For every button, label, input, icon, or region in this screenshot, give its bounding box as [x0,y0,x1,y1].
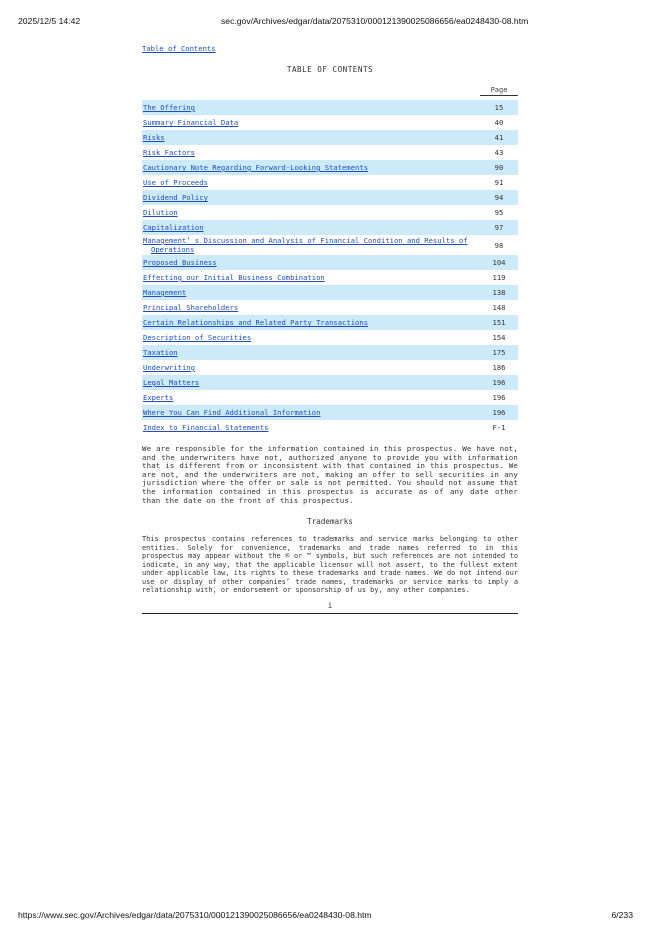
toc-page-number: 196 [480,405,518,420]
toc-page-number: 90 [480,160,518,175]
toc-entry-link[interactable]: Summary Financial Data [143,118,239,127]
toc-page-number: 138 [480,285,518,300]
toc-title-cell [142,345,480,360]
toc-page-number: 15 [480,100,518,115]
toc-row [142,255,518,270]
toc-entry-link[interactable]: Description of Securities [143,333,252,342]
toc-page-number: 148 [492,303,506,312]
toc-row [142,345,518,360]
toc-page-number: 98 [494,240,504,250]
toc-page-number: 119 [492,273,506,282]
toc-title-cell [142,190,480,205]
toc-title-cell [142,375,480,390]
toc-title-cell [142,100,480,115]
browser-print-header [0,16,662,28]
toc-page-header: Page [480,85,518,96]
toc-title-cell [142,300,480,315]
toc-header-row [142,85,518,96]
toc-entry-link[interactable]: Cautionary Note Regarding Forward-Looking Statements [143,163,369,172]
toc-row [142,235,518,255]
toc-title-cell [142,270,480,285]
browser-print-footer [0,910,662,922]
toc-row [142,360,518,375]
toc-page-number: 196 [492,393,506,402]
toc-entry-link[interactable]: Risks [143,133,165,142]
toc-row [142,300,518,315]
print-datetime: 2025/12/5 14:42 [18,16,81,26]
toc-row [142,330,518,345]
toc-entry-link[interactable]: The Offering [143,103,195,112]
toc-page-number: 175 [480,345,518,360]
toc-row [142,145,518,160]
toc-entry-link[interactable]: Where You Can Find Additional Information [143,408,321,417]
toc-entry-link[interactable]: Taxation [143,348,178,357]
toc-page-number: 91 [494,178,504,187]
toc-title-cell [142,205,480,220]
document-body [142,36,518,614]
toc-header-blank [142,85,480,96]
toc-title: TABLE OF CONTENTS [286,65,374,74]
toc-row [142,130,518,145]
toc-entry-link[interactable]: Risk Factors [143,148,195,157]
toc-table [142,85,518,435]
toc-page-number: 104 [480,255,518,270]
toc-title-cell [142,160,480,175]
toc-row [142,175,518,190]
toc-title-cell [142,235,480,255]
page-number: i [142,601,518,614]
toc-entry-link[interactable]: Legal Matters [143,378,200,387]
toc-row [142,190,518,205]
toc-title-cell [142,285,480,300]
trademarks-paragraph: This prospectus contains references to trademarks and service marks belonging to other entities. Solely for convenience, trademarks and trade names referred to in this prospectus may appear without the ® or ™ symbols, but such references are not intended to indicate, in any way, that the applicable licensor will not assert, to the fullest extent under applicable law, its rights to these trademarks and trade names. We do not intend our use or display of other companies’ trade names, trademarks or service marks to imply a relationship with, or endorsement or sponsorship of us by, any other companies. [142,535,518,595]
toc-title-cell [142,405,480,420]
print-footer-url: https://www.sec.gov/Archives/edgar/data/2075310/000121390025086656/ea0248430-08.htm [18,910,372,920]
toc-page-number: F-1 [492,423,506,432]
toc-entry-link[interactable]: Management [143,288,187,297]
toc-title-cell [142,390,480,405]
toc-page-number: 43 [494,148,504,157]
trademarks-heading: Trademarks [307,517,353,527]
toc-row [142,115,518,130]
toc-entry-link[interactable]: Principal Shareholders [143,303,239,312]
toc-page-number: 95 [494,208,504,217]
toc-page-number: 196 [480,375,518,390]
toc-row [142,205,518,220]
toc-page-number: 40 [494,118,504,127]
toc-entry-link[interactable]: Management’ s Discussion and Analysis of Financial Condition and Results of [143,236,468,245]
toc-title-cell [142,130,480,145]
toc-entry-link[interactable]: Experts [143,393,174,402]
toc-entry-link[interactable]: Dilution [143,208,178,217]
toc-entry-link[interactable]: Index to Financial Statements [143,423,269,432]
toc-entry-link-continued[interactable]: Operations [151,245,195,254]
toc-row [142,160,518,175]
toc-row [142,405,518,420]
table-of-contents-link[interactable]: Table of Contents [142,44,216,53]
toc-row [142,220,518,235]
toc-title-cell [142,315,480,330]
toc-row [142,390,518,405]
toc-entry-link[interactable]: Effecting our Initial Business Combination [143,273,325,282]
print-page-counter: 6/233 [611,910,633,920]
responsibility-paragraph: We are responsible for the information contained in this prospectus. We have not, and the underwriters have not, authorized anyone to provide you with information that is different from or inconsistent with that contained in this prospectus. We are not, and the underwriters are not, making an offer to sell securities in any jurisdiction where the offer or sale is not permitted. You should not assume that the information contained in this prospectus is accurate as of any date other than the date on the front of this prospectus. [142,444,518,505]
toc-title-cell [142,420,480,435]
print-title-url: sec.gov/Archives/edgar/data/2075310/000121390025086656/ea0248430-08.htm [221,16,529,26]
toc-title-cell [142,360,480,375]
toc-row [142,270,518,285]
toc-title-cell [142,145,480,160]
toc-title-cell [142,330,480,345]
toc-title-cell [142,255,480,270]
toc-page-number: 154 [492,333,506,342]
toc-row [142,285,518,300]
toc-row [142,420,518,435]
toc-entry-link[interactable]: Dividend Policy [143,193,208,202]
toc-title-cell [142,175,480,190]
toc-row [142,100,518,115]
toc-title-cell [142,115,480,130]
toc-entry-link[interactable]: Certain Relationships and Related Party Transactions [143,318,369,327]
toc-page-number: 94 [480,190,518,205]
toc-row [142,375,518,390]
toc-page-number: 97 [480,220,518,235]
toc-page-number: 151 [480,315,518,330]
toc-row [142,315,518,330]
toc-entry-link[interactable]: Proposed Business [143,258,217,267]
toc-page-number: 41 [480,130,518,145]
toc-entry-link[interactable]: Capitalization [143,223,204,232]
toc-page-number: 186 [492,363,506,372]
toc-entry-link[interactable]: Underwriting [143,363,195,372]
toc-entry-link[interactable]: Use of Proceeds [143,178,208,187]
toc-title-cell [142,220,480,235]
